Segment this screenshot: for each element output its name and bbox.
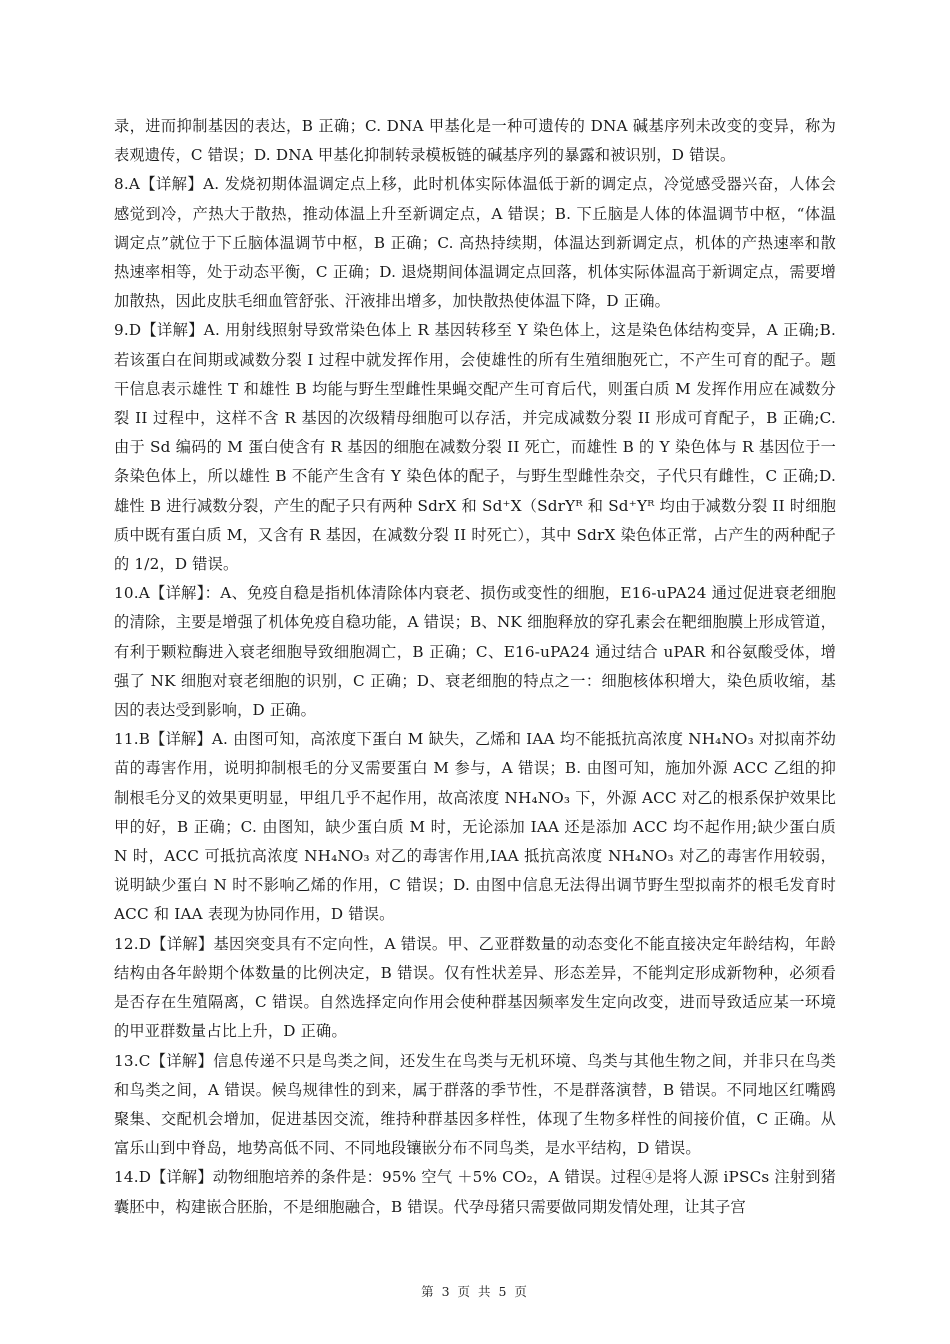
answer-paragraph-10: 10.A【详解】：A、免疫自稳是指机体清除体内衰老、损伤或变性的细胞，E16-uPA24 通过促进衰老细胞的清除，主要是增强了机体免疫自稳功能，A 错误；B、NK 细胞释放的穿孔素会在靶细胞膜上形成管道，有利于颗粒酶进入衰老细胞导致细胞凋亡，B 正确；C、E16-uPA24 通过结合 uPAR 和谷氨酸受体，增强了 NK 细胞对衰老细胞的识别，C 正确；D、衰老细胞的特点之一：细胞核体积增大，染色质收缩，基因的表达受到影响，D 正确。 bbox=[114, 584, 836, 720]
answer-paragraph-9: 9.D【详解】A. 用射线照射导致常染色体上 R 基因转移至 Y 染色体上，这是染色体结构变异，A 正确;B. 若该蛋白在间期或减数分裂 I 过程中就发挥作用，会使雄性的所有生殖细胞死亡，不产生可育的配子。题干信息表示雄性 T 和雄性 B 均能与野生型雌性果蝇交配产生可育后代，则蛋白质 M 发挥作用应在减数分裂 II 过程中，这样不含 R 基因的次级精母细胞可以存活，并完成减数分裂 II 形成可育配子，B 正确;C. 由于 Sd 编码的 M 蛋白使含有 R 基因的细胞在减数分裂 II 死亡，而雄性 B 的 Y 染色体与 R 基因位于一条染色体上，所以雄性 B 不能产生含有 Y 染色体的配子，与野生型雌性杂交，子代只有雌性，C 正确;D. 雄性 B 进行减数分裂，产生的配子只有两种 SdrX 和 Sd⁺X（SdrYᴿ 和 Sd⁺Yᴿ 均由于减数分裂 II 时细胞质中既有蛋白质 M，又含有 R 基因，在减数分裂 II 时死亡），其中 SdrX 染色体正常，占产生的两种配子的 1/2，D 错误。 bbox=[114, 321, 836, 574]
document-body bbox=[114, 112, 836, 1222]
answer-paragraph-11: 11.B【详解】A. 由图可知，高浓度下蛋白 M 缺失，乙烯和 IAA 均不能抵抗高浓度 NH₄NO₃ 对拟南芥幼苗的毒害作用，说明抑制根毛的分叉需要蛋白 M 参与，A 错误；B. 由图可知，施加外源 ACC 乙组的抑制根毛分叉的效果更明显，甲组几乎不起作用，故高浓度 NH₄NO₃ 下，外源 ACC 对乙的根系保护效果比甲的好，B 正确；C. 由图知，缺少蛋白质 M 时，无论添加 IAA 还是添加 ACC 均不起作用;缺少蛋白质 N 时，ACC 可抵抗高浓度 NH₄NO₃ 对乙的毒害作用,IAA 抵抗高浓度 NH₄NO₃ 对乙的毒害作用较弱，说明缺少蛋白 N 时不影响乙烯的作用，C 错误；D. 由图中信息无法得出调节野生型拟南芥的根毛发育时 ACC 和 IAA 表现为协同作用，D 错误。 bbox=[114, 730, 836, 924]
answer-paragraph-7-continued: 录，进而抑制基因的表达，B 正确；C. DNA 甲基化是一种可遗传的 DNA 碱基序列未改变的变异，称为表观遗传，C 错误；D. DNA 甲基化抑制转录模板链的碱基序列的暴露和被识别，D 错误。 bbox=[114, 117, 836, 165]
answer-paragraph-13: 13.C【详解】信息传递不只是鸟类之间，还发生在鸟类与无机环境、鸟类与其他生物之间，并非只在鸟类和鸟类之间，A 错误。候鸟规律性的到来，属于群落的季节性，不是群落演替，B 错误。不同地区红嘴鸥聚集、交配机会增加，促进基因交流，维持种群基因多样性，体现了生物多样性的间接价值，C 正确。从富乐山到中脊岛，地势高低不同、不同地段镶嵌分布不同鸟类，是水平结构，D 错误。 bbox=[114, 1051, 836, 1158]
answer-paragraph-14: 14.D【详解】动物细胞培养的条件是：95% 空气 ＋5% CO₂，A 错误。过程④是将人源 iPSCs 注射到猪囊胚中，构建嵌合胚胎，不是细胞融合，B 错误。代孕母猪只需要做同期发情处理，让其子宫 bbox=[114, 1168, 836, 1216]
page-number-footer: 第 3 页 共 5 页 bbox=[421, 1284, 529, 1299]
answer-paragraph-8: 8.A【详解】A. 发烧初期体温调定点上移，此时机体实际体温低于新的调定点，冷觉感受器兴奋，人体会感觉到冷，产热大于散热，推动体温上升至新调定点，A 错误；B. 下丘脑是人体的体温调节中枢，“体温调定点”就位于下丘脑体温调节中枢，B 正确；C. 高热持续期，体温达到新调定点，机体的产热速率和散热速率相等，处于动态平衡，C 正确；D. 退烧期间体温调定点回落，机体实际体温高于新调定点，需要增加散热，因此皮肤毛细血管舒张、汗液排出增多，加快散热使体温下降，D 正确。 bbox=[114, 175, 836, 311]
answer-paragraph-12: 12.D【详解】基因突变具有不定向性，A 错误。甲、乙亚群数量的动态变化不能直接决定年龄结构，年龄结构由各年龄期个体数量的比例决定，B 错误。仅有性状差异、形态差异，不能判定形成新物种，必须看是否存在生殖隔离，C 错误。自然选择定向作用会使种群基因频率发生定向改变，进而导致适应某一环境的甲亚群数量占比上升，D 正确。 bbox=[114, 934, 836, 1041]
